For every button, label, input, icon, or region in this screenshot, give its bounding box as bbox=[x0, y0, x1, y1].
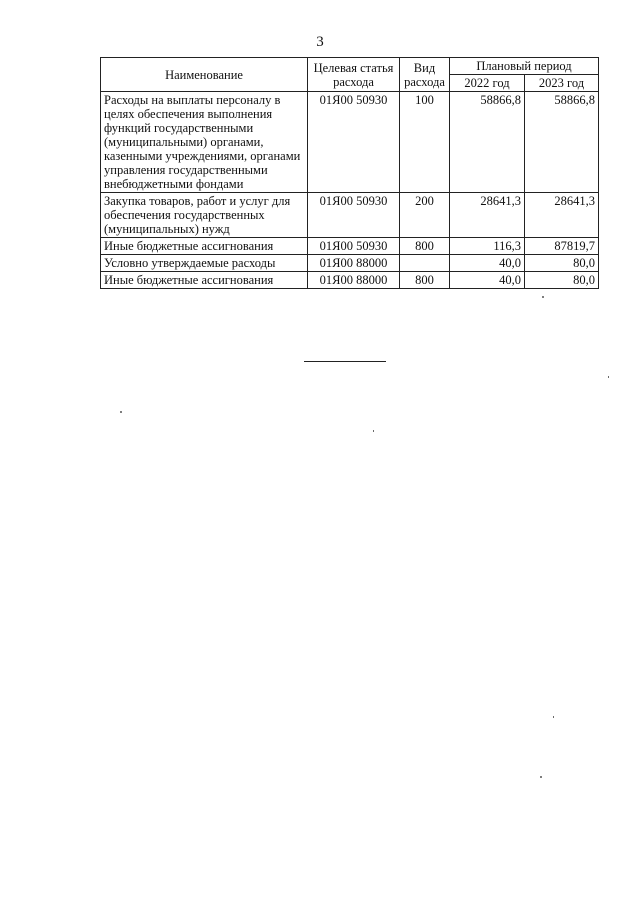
row-amount-2022: 40,0 bbox=[450, 255, 525, 272]
row-amount-2023: 28641,3 bbox=[525, 193, 599, 238]
header-year-2023: 2023 год bbox=[525, 75, 599, 92]
row-name: Иные бюджетные ассигнования bbox=[101, 272, 308, 289]
row-target-article: 01Я00 50930 bbox=[308, 238, 400, 255]
row-name: Закупка товаров, работ и услуг для обеспечения государственных (муниципальных) нужд bbox=[101, 193, 308, 238]
row-amount-2022: 40,0 bbox=[450, 272, 525, 289]
row-target-article: 01Я00 88000 bbox=[308, 272, 400, 289]
header-name: Наименование bbox=[101, 58, 308, 92]
row-amount-2022: 28641,3 bbox=[450, 193, 525, 238]
budget-table bbox=[100, 57, 599, 289]
row-name: Иные бюджетные ассигнования bbox=[101, 238, 308, 255]
table-row bbox=[101, 92, 599, 193]
row-target-article: 01Я00 50930 bbox=[308, 193, 400, 238]
row-amount-2023: 87819,7 bbox=[525, 238, 599, 255]
scan-speck bbox=[542, 296, 544, 298]
row-name: Расходы на выплаты персоналу в целях обеспечения выполнения функций государственными (муниципальными) органами, казенными учреждениями, органами управления государственными внебюджетными фондами bbox=[101, 92, 308, 193]
scan-speck bbox=[540, 776, 542, 778]
header-expense-type: Вид расхода bbox=[400, 58, 450, 92]
scan-speck bbox=[608, 376, 609, 378]
row-expense-type: 800 bbox=[400, 272, 450, 289]
row-amount-2023: 80,0 bbox=[525, 272, 599, 289]
page-number: 3 bbox=[316, 34, 324, 50]
scan-speck bbox=[553, 716, 554, 718]
section-separator-line bbox=[304, 361, 386, 362]
table-row bbox=[101, 255, 599, 272]
header-target-article: Целевая статья расхода bbox=[308, 58, 400, 92]
row-expense-type: 200 bbox=[400, 193, 450, 238]
row-amount-2023: 80,0 bbox=[525, 255, 599, 272]
header-row bbox=[101, 58, 599, 75]
table-row bbox=[101, 272, 599, 289]
row-amount-2023: 58866,8 bbox=[525, 92, 599, 193]
row-amount-2022: 116,3 bbox=[450, 238, 525, 255]
table-row bbox=[101, 238, 599, 255]
row-name: Условно утверждаемые расходы bbox=[101, 255, 308, 272]
row-target-article: 01Я00 88000 bbox=[308, 255, 400, 272]
row-expense-type: 100 bbox=[400, 92, 450, 193]
scan-speck bbox=[373, 430, 374, 432]
row-target-article: 01Я00 50930 bbox=[308, 92, 400, 193]
row-expense-type: 800 bbox=[400, 238, 450, 255]
row-amount-2022: 58866,8 bbox=[450, 92, 525, 193]
header-year-2022: 2022 год bbox=[450, 75, 525, 92]
header-planning-period: Плановый период bbox=[450, 58, 599, 75]
row-expense-type bbox=[400, 255, 450, 272]
scan-speck bbox=[120, 411, 122, 413]
table-row bbox=[101, 193, 599, 238]
